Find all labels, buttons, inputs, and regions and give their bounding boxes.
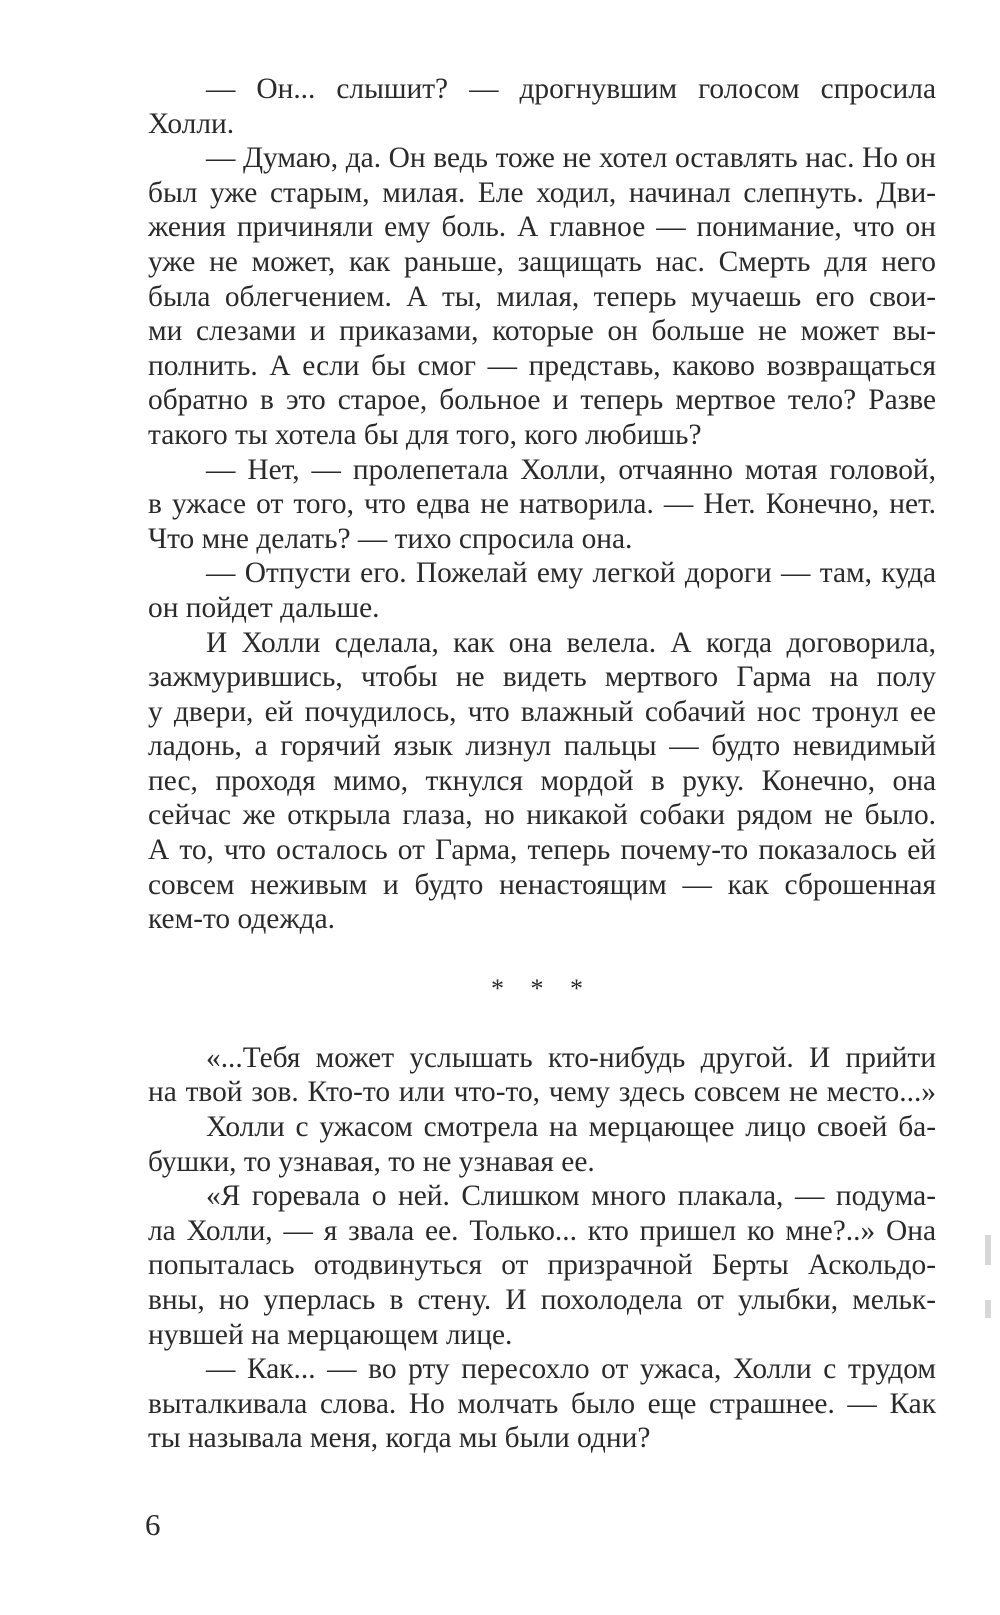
text-line: «Я горевала о ней. Слишком много плакала, — подума- xyxy=(206,1180,936,1213)
text-line: ла Холли, — я звала ее. Только... кто пришел ко мне?..» Она xyxy=(148,1214,936,1247)
text-line: И Холли сделала, как она велела. А когда договорила, xyxy=(206,626,936,659)
text-line: жения причиняли ему боль. А главное — понимание, что он xyxy=(148,211,936,244)
text-line: зажмурившись, чтобы не видеть мертвого Гарма на полу xyxy=(148,661,936,694)
text-line: — Нет, — пролепетала Холли, отчаянно мотая головой, xyxy=(206,453,936,486)
text-line: была облегчением. А ты, милая, теперь мучаешь его свои- xyxy=(148,280,936,313)
text-line: выталкивала слова. Но молчать было еще страшнее. — Как xyxy=(148,1387,936,1420)
text-line: обратно в это старое, больное и теперь мертвое тело? Разве xyxy=(148,384,936,417)
section-separator: * * * xyxy=(491,973,593,1003)
text-line: полнить. А если бы смог — представь, каково возвращаться xyxy=(148,349,936,382)
text-line: — Он... слышит? — дрогнувшим голосом спросила xyxy=(206,73,936,105)
text-line: ты называла меня, когда мы были одни? xyxy=(148,1422,651,1455)
text-line: Что мне делать? — тихо спросила она. xyxy=(148,522,633,555)
text-line: ми слезами и приказами, которые он больше не может вы- xyxy=(148,315,936,348)
text-line: сейчас же открыла глаза, но никакой собаки рядом не было. xyxy=(148,799,936,832)
text-line: Холли с ужасом смотрела на мерцающее лицо своей ба- xyxy=(206,1111,936,1144)
text-line: бушки, то узнавая, то не узнавая ее. xyxy=(148,1145,595,1178)
text-line: «...Тебя может услышать кто-нибудь другой. И прийти xyxy=(206,1041,936,1074)
text-line: вны, но уперлась в стену. И похолодела от улыбки, мельк- xyxy=(148,1284,936,1316)
text-line: — Думаю, да. Он ведь тоже не хотел оставлять нас. Но он xyxy=(206,142,936,175)
page-number: 6 xyxy=(145,1507,161,1542)
text-line: А то, что осталось от Гарма, теперь почему-то показалось ей xyxy=(148,834,936,867)
text-line: такого ты хотела бы для того, кого любишь? xyxy=(148,418,702,451)
text-line: нувшей на мерцающем лице. xyxy=(148,1318,513,1351)
text-line: кем-то одежда. xyxy=(148,903,335,936)
text-line: был уже старым, милая. Еле ходил, начинал слепнуть. Дви- xyxy=(148,176,936,209)
text-line: ладонь, а горячий язык лизнул пальцы — будто невидимый xyxy=(148,730,936,763)
text-line: — Отпусти его. Пожелай ему легкой дороги — там, куда xyxy=(206,557,936,590)
text-line: — Как... — во рту пересохло от ужаса, Холли с трудом xyxy=(206,1353,936,1386)
text-line: попыталась отодвинуться от призрачной Берты Аскольдо- xyxy=(148,1249,936,1282)
text-line: на твой зов. Кто-то или что-то, чему здесь совсем не место...» xyxy=(148,1076,936,1109)
text-line: Холли. xyxy=(148,107,235,140)
body-text xyxy=(148,72,936,1456)
scan-edge-mark xyxy=(985,1300,991,1318)
text-line: он пойдет дальше. xyxy=(148,591,380,624)
text-line: уже не может, как раньше, защищать нас. Смерть для него xyxy=(148,245,936,278)
text-line: совсем неживым и будто ненастоящим — как сброшенная xyxy=(148,868,936,901)
scan-edge-mark xyxy=(985,1235,991,1265)
text-line: пес, проходя мимо, ткнулся мордой в руку. Конечно, она xyxy=(148,764,936,797)
text-line: в ужасе от того, что едва не натворила. — Нет. Конечно, нет. xyxy=(148,488,936,521)
text-line: у двери, ей почудилось, что влажный собачий нос тронул ее xyxy=(148,695,936,728)
